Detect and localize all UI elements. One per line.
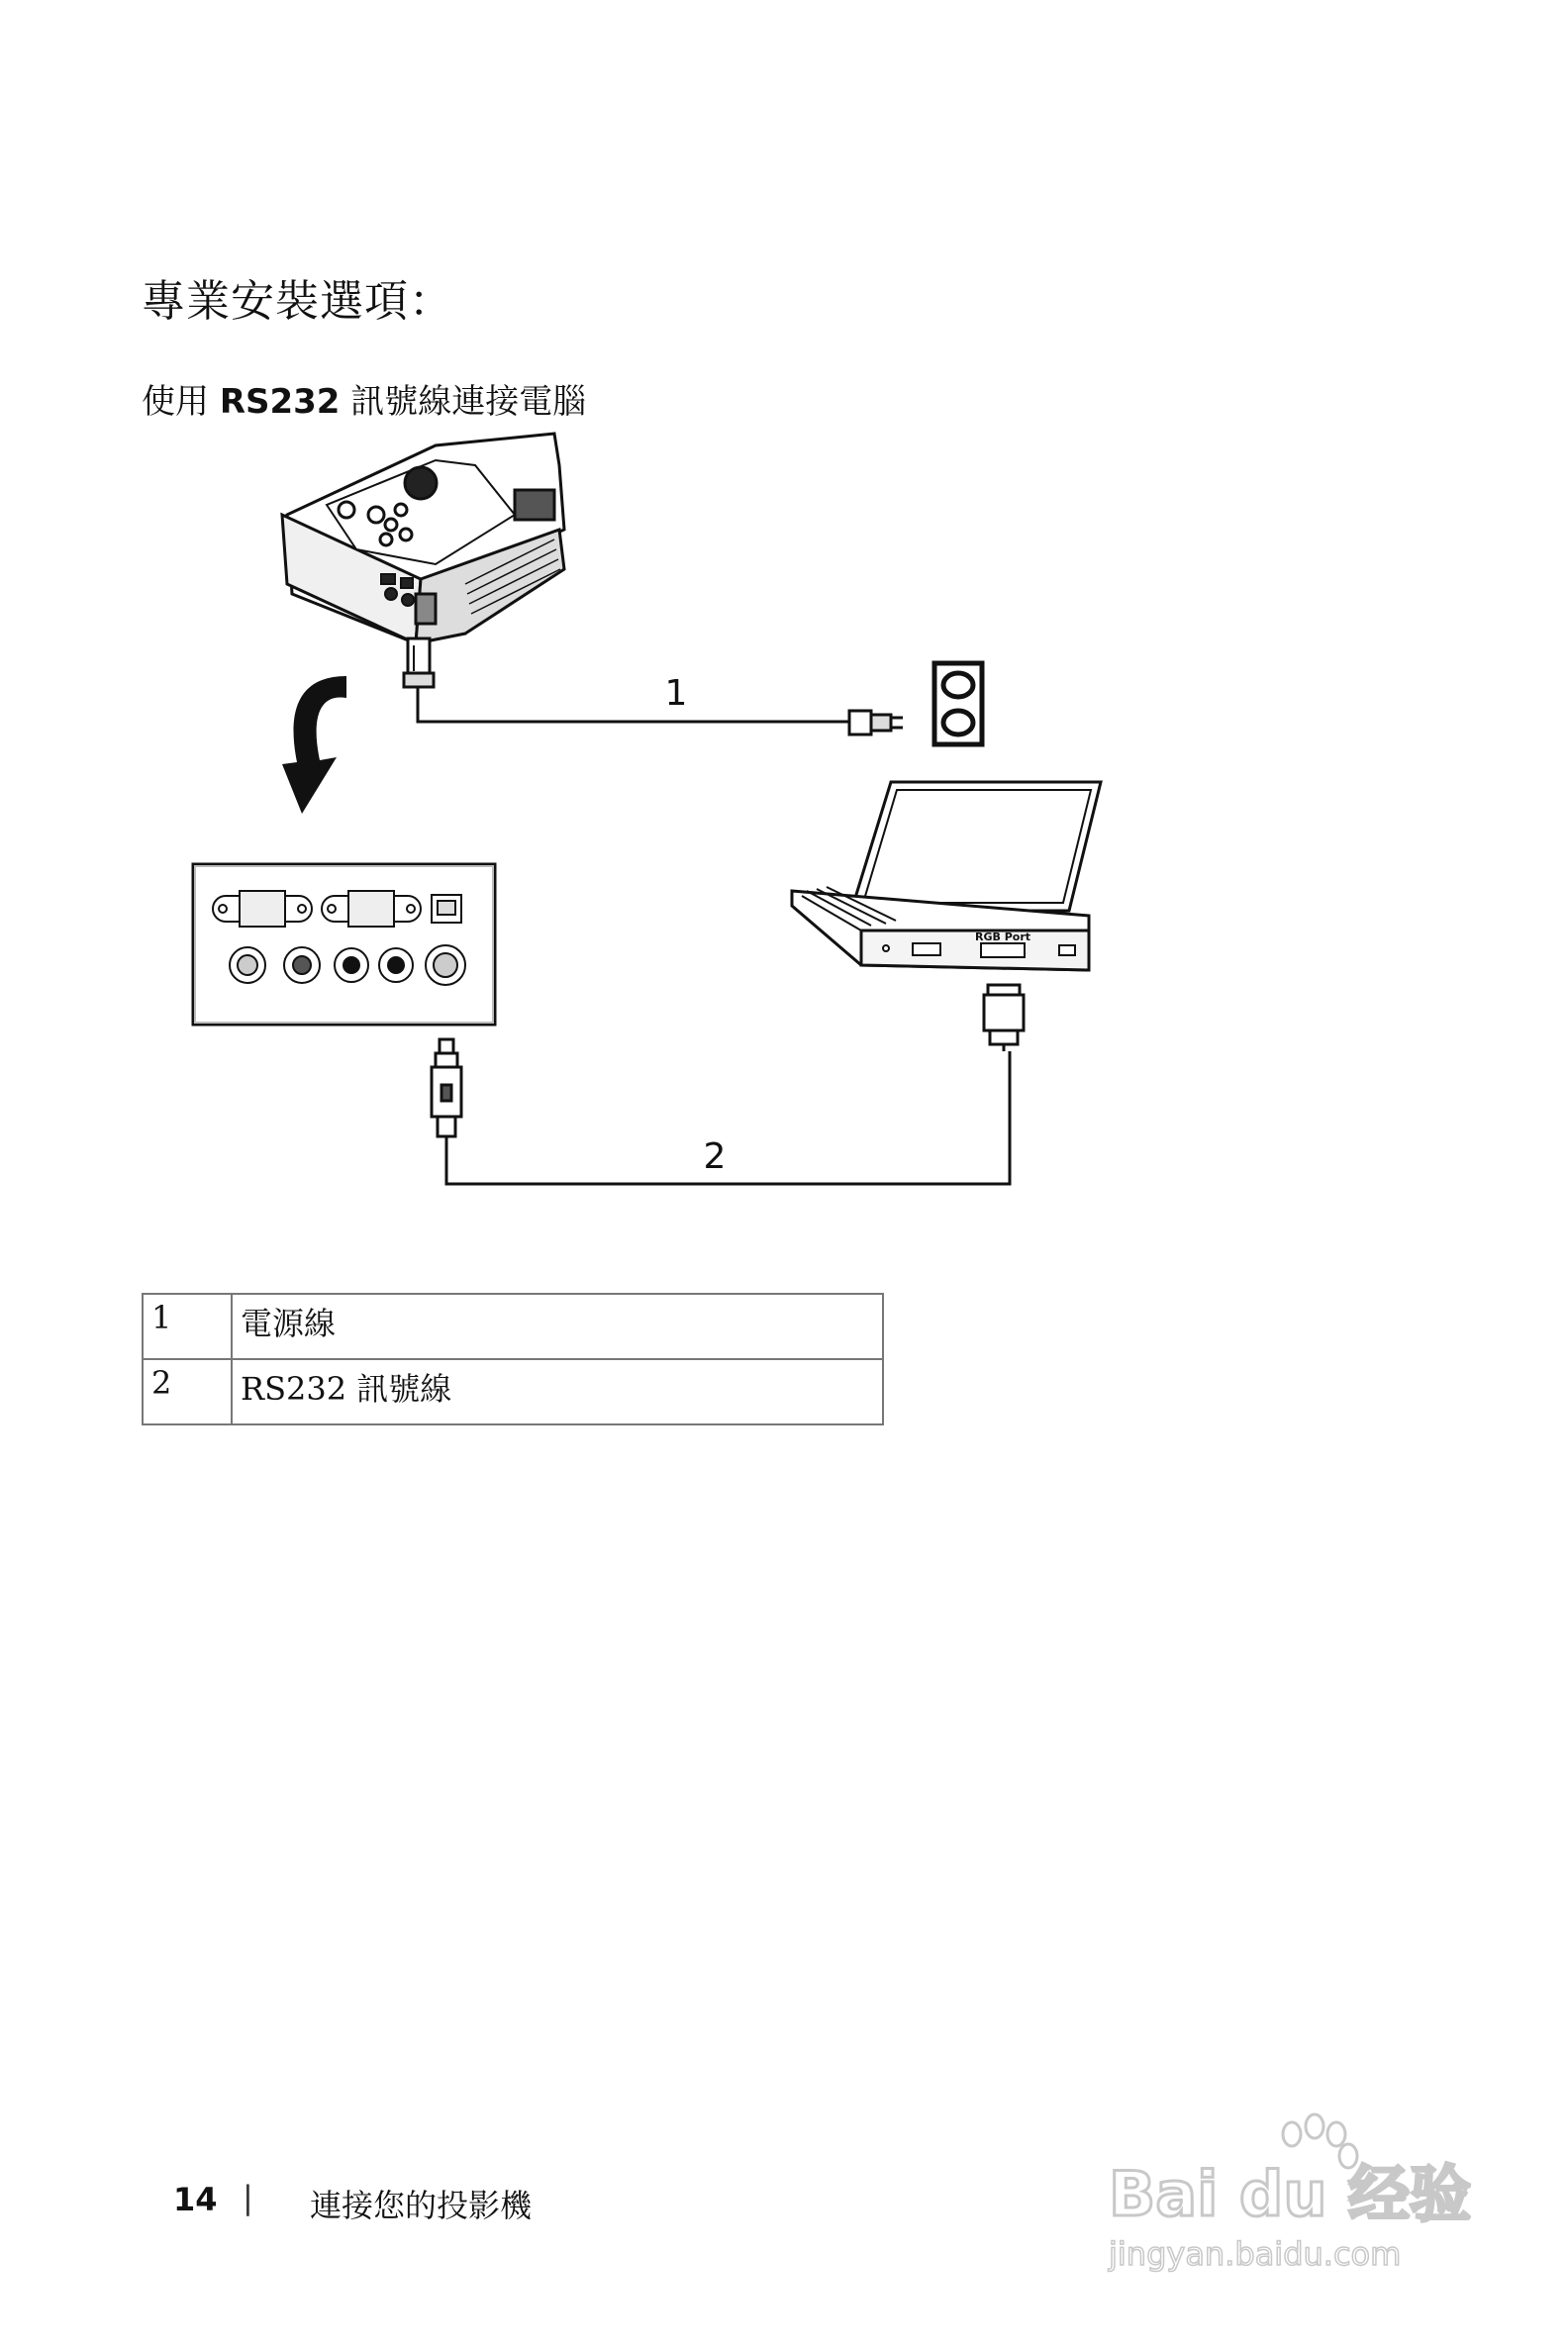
curved-down-arrow xyxy=(282,676,346,814)
baidu-watermark-logo xyxy=(1099,2107,1475,2285)
rgb-port-label: RGB Port xyxy=(974,931,1031,943)
power-plug-wall-end xyxy=(849,711,903,735)
subheading-suffix: 訊號線連接電腦 xyxy=(340,382,587,422)
legend-description: RS232 訊號線 xyxy=(232,1359,883,1424)
watermark-url: jingyan.baidu.com xyxy=(1109,2235,1402,2273)
laptop-illustration xyxy=(792,782,1101,970)
rs232-connector-laptop-end xyxy=(984,985,1024,1051)
wall-outlet xyxy=(934,663,982,744)
legend-number: 1 xyxy=(143,1294,232,1359)
callout-2: 2 xyxy=(703,1136,727,1177)
page-footer xyxy=(173,2179,533,2224)
subheading-rs232: RS232 xyxy=(219,382,341,422)
rs232-cable xyxy=(446,1051,1010,1184)
projector-rear-panel xyxy=(193,864,495,1025)
watermark-brand: Bai du 经验 xyxy=(1109,2158,1472,2230)
page-number: 14 xyxy=(173,2181,218,2218)
section-heading: 專業安裝選項： xyxy=(142,276,453,327)
callout-1: 1 xyxy=(664,673,688,714)
power-plug-projector-end xyxy=(404,638,434,687)
legend-number: 2 xyxy=(143,1359,232,1424)
projector-illustration xyxy=(282,434,564,643)
footer-separator: | xyxy=(243,2179,253,2216)
legend-row xyxy=(143,1359,883,1424)
legend-row xyxy=(143,1294,883,1359)
subheading-prefix: 使用 xyxy=(142,382,220,422)
chapter-title: 連接您的投影機 xyxy=(310,2187,533,2224)
rs232-connector-projector-end xyxy=(432,1039,461,1148)
legend-table xyxy=(142,1293,884,1425)
power-cable xyxy=(418,687,851,722)
legend-description: 電源線 xyxy=(232,1294,883,1359)
